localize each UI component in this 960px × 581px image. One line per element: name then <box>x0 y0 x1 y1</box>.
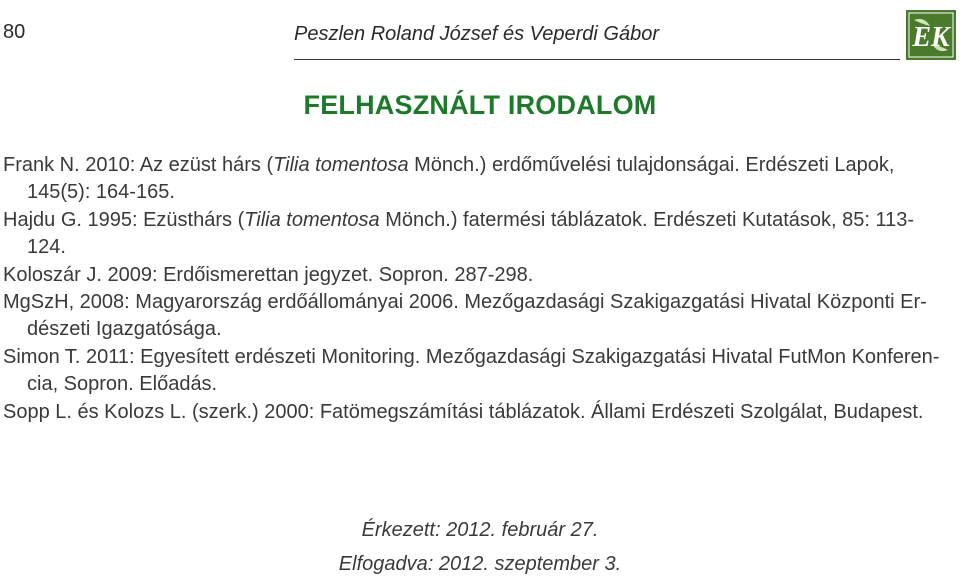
running-head: Peszlen Roland József és Veperdi Gábor <box>294 23 660 45</box>
reference-item <box>3 289 953 344</box>
journal-logo <box>906 10 956 60</box>
reference-text: Mönch.) erdőművelési tulajdonságai. Erdészeti Lapok, <box>408 154 895 176</box>
section-title: FELHASZNÁLT IRODALOM <box>303 90 657 120</box>
reference-item <box>3 152 953 207</box>
logo-text: EK <box>912 22 950 53</box>
reference-continuation: 145(5): 164-165. <box>27 181 175 204</box>
reference-text: Koloszár J. 2009: Erdőismerettan jegyzet. Sopron. 287-298. <box>3 263 534 286</box>
reference-item <box>3 207 953 262</box>
reference-continuation: dészeti Igazgatósága. <box>27 318 222 341</box>
reference-text: MgSzH, 2008: Magyarország erdőállományai 2006. Mezőgazdasági Szakigazgatási Hivatal Központi Er- <box>3 291 927 314</box>
reference-text: Sopp L. és Kolozs L. (szerk.) 2000: Fatömegszámítási táblázatok. Állami Erdészeti Szolgálat, Budapest. <box>3 400 924 423</box>
species-name: Tilia tomentosa <box>244 208 380 231</box>
accepted-date: Elfogadva: 2012. szeptember 3. <box>338 553 622 575</box>
reference-list <box>3 152 953 426</box>
reference-text: Frank N. 2010: Az ezüst hárs ( <box>3 154 274 176</box>
received-date: Érkezett: 2012. február 27. <box>361 519 599 541</box>
header-rule <box>294 59 900 60</box>
reference-item <box>3 262 953 289</box>
species-name: Tilia tomentosa <box>273 154 409 176</box>
reference-text: Simon T. 2011: Egyesített erdészeti Monitoring. Mezőgazdasági Szakigazgatási Hivatal FutMon Konferen- <box>3 345 940 368</box>
reference-item <box>3 399 953 426</box>
reference-text: Hajdu G. 1995: Ezüsthárs ( <box>3 208 245 231</box>
reference-continuation: 124. <box>27 236 66 259</box>
reference-continuation: cia, Sopron. Előadás. <box>27 373 218 396</box>
reference-item <box>3 344 953 399</box>
reference-text: Mönch.) fatermési táblázatok. Erdészeti Kutatások, 85: 113- <box>379 208 915 231</box>
journal-logo-graphic <box>906 10 956 60</box>
page-number: 80 <box>3 21 26 43</box>
